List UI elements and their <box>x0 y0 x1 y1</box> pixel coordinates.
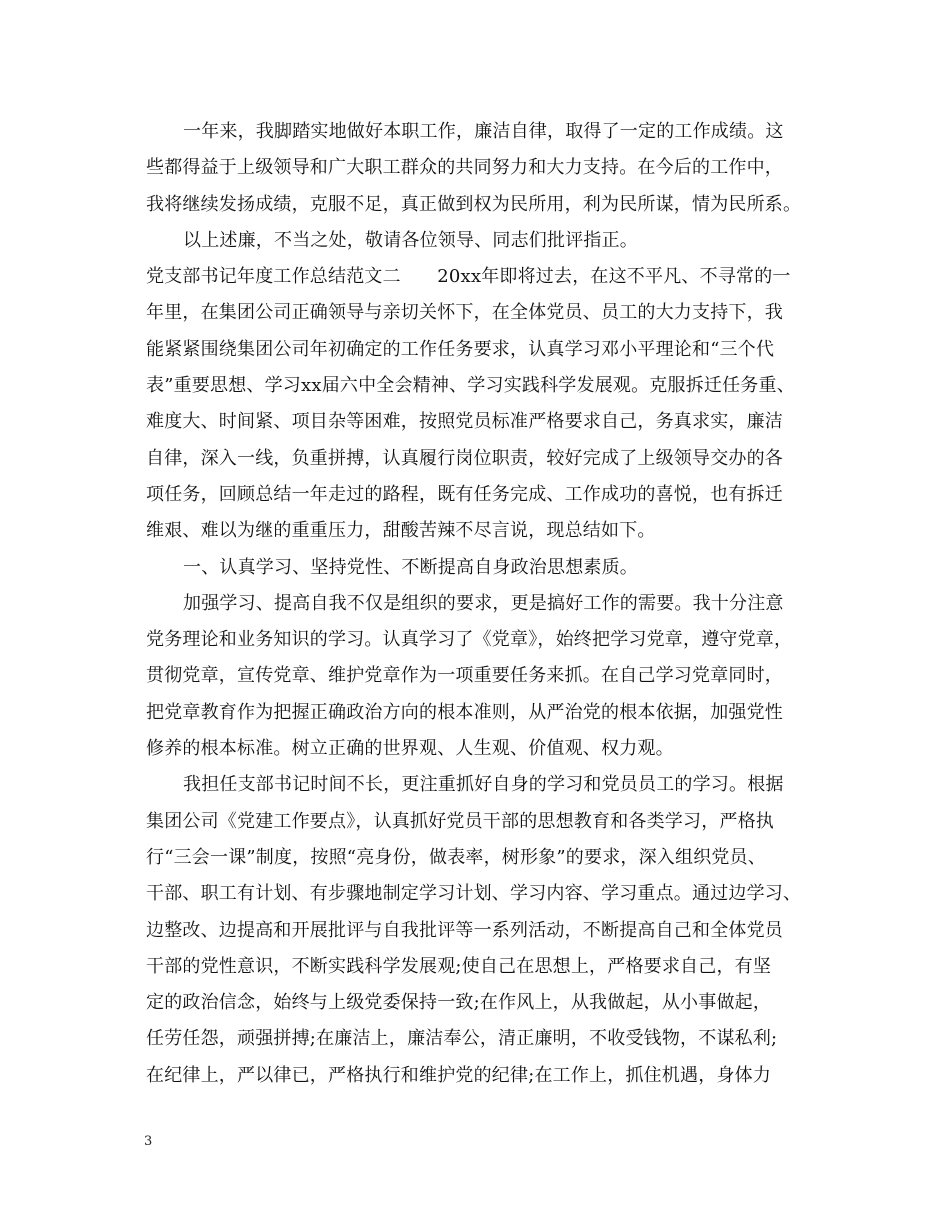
text-line: 党务理论和业务知识的学习。认真学习了《党章》，始终把学习党章，遵守党章， <box>146 629 793 651</box>
text-line: 维艰、难以为继的重重压力，甜酸苦辣不尽言说，现总结如下。 <box>146 520 656 542</box>
text-line: 边整改、边提高和开展批评与自我批评等一系列活动，不断提高自己和全体党员 <box>146 919 783 941</box>
text-line: 任劳任怨，顽强拼搏;在廉洁上，廉洁奉公，清正廉明，不收受钱物，不谋私利; <box>146 1028 778 1050</box>
text-line: 表”重要思想、学习xx届六中全会精神、学习实践科学发展观。克服拆迁任务重、 <box>146 375 795 397</box>
text-line: 以上述廉，不当之处，敬请各位领导、同志们批评指正。 <box>183 229 638 251</box>
text-line: 些都得益于上级领导和广大职工群众的共同努力和大力支持。在今后的工作中， <box>146 157 783 179</box>
text-line: 难度大、时间紧、项目杂等困难，按照党员标准严格要求自己，务真求实，廉洁 <box>146 411 783 433</box>
text-line: 集团公司《党建工作要点》，认真抓好党员干部的思想教育和各类学习，严格执 <box>146 810 774 832</box>
text-line: 我担任支部书记时间不长，更注重抓好自身的学习和党员员工的学习。根据 <box>183 774 784 796</box>
text-line: 干部、职工有计划、有步骤地制定学习计划、学习内容、学习重点。通过边学习、 <box>146 883 802 905</box>
text-line: 在纪律上，严以律已，严格执行和维护党的纪律;在工作上，抓住机遇，身体力 <box>146 1064 772 1086</box>
text-line: 年里，在集团公司正确领导与亲切关怀下，在全体党员、员工的大力支持下，我 <box>146 302 783 324</box>
text-line: 干部的党性意识，不断实践科学发展观;使自己在思想上，严格要求自己，有坚 <box>146 955 772 977</box>
page-number: 3 <box>144 1134 153 1149</box>
text-line: 定的政治信念，始终与上级党委保持一致;在作风上，从我做起，从小事做起， <box>146 992 772 1014</box>
text-line: 行“三会一课”制度，按照“亮身份，做表率，树形象”的要求，深入组织党员、 <box>146 846 767 868</box>
document-body <box>146 114 816 1094</box>
section-heading: 一、认真学习、坚持党性、不断提高自身政治思想素质。 <box>183 556 638 578</box>
text-line: 加强学习、提高自我不仅是组织的要求，更是搞好工作的需要。我十分注意 <box>183 592 784 614</box>
text-line: 把党章教育作为把握正确政治方向的根本准则，从严治党的根本依据，加强党性 <box>146 701 783 723</box>
text-line: 党支部书记年度工作总结范文二 20xx年即将过去，在这不平凡、不寻常的一 <box>146 266 791 288</box>
text-line: 项任务，回顾总结一年走过的路程，既有任务完成、工作成功的喜悦，也有拆迁 <box>146 483 783 505</box>
text-line: 一年来，我脚踏实地做好本职工作，廉洁自律，取得了一定的工作成绩。这 <box>183 121 784 142</box>
text-line: 贯彻党章，宣传党章、维护党章作为一项重要任务来抓。在自己学习党章同时， <box>146 665 783 687</box>
text-line: 修养的根本标准。树立正确的世界观、人生观、价值观、权力观。 <box>146 738 674 760</box>
text-line: 自律，深入一线，负重拼搏，认真履行岗位职责，较好完成了上级领导交办的各 <box>146 447 783 469</box>
text-line: 能紧紧围绕集团公司年初确定的工作任务要求，认真学习邓小平理论和“三个代 <box>146 338 775 360</box>
text-line: 我将继续发扬成绩，克服不足，真正做到权为民所用，利为民所谋，情为民所系。 <box>146 193 802 215</box>
